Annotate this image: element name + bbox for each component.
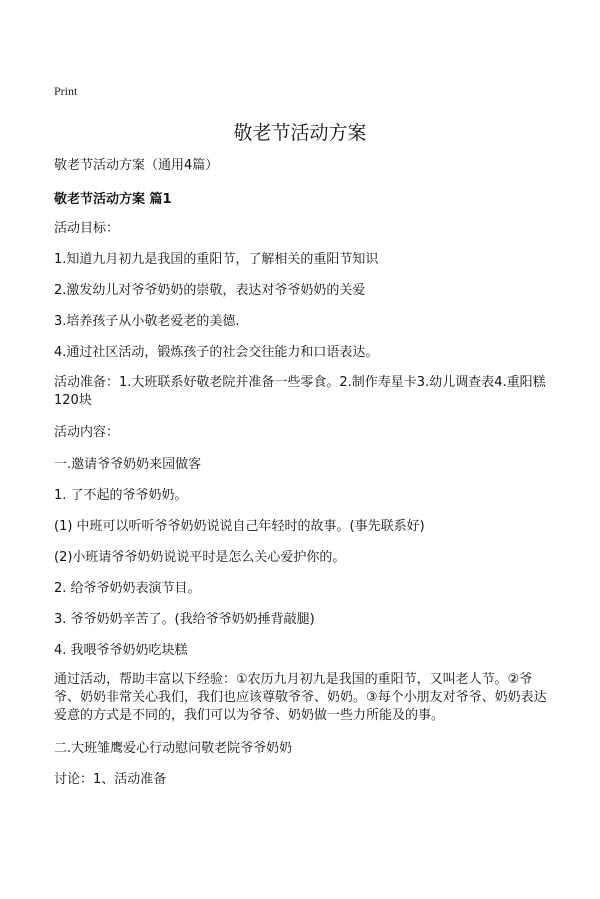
paragraph-item-3: 3. 爷爷奶奶辛苦了。(我给爷爷奶奶捶背敲腿)	[54, 612, 315, 627]
document-subtitle: 敬老节活动方案（通用4篇）	[54, 158, 219, 173]
section-heading: 敬老节活动方案 篇1	[54, 192, 172, 207]
paragraph-content-heading: 活动内容：	[54, 425, 120, 440]
paragraph-part-two: 二.大班雏鹰爱心行动慰问敬老院爷爷奶奶	[54, 741, 293, 756]
paragraph-goal-3: 3.培养孩子从小敬老爱老的美德.	[54, 314, 240, 329]
paragraph-item-2: 2. 给爷爷奶奶表演节目。	[54, 581, 201, 596]
paragraph-item-4: 4. 我喂爷爷奶奶吃块糕	[54, 643, 188, 658]
paragraph-preparation: 活动准备：1.大班联系好敬老院并准备一些零食。2.制作寿星卡3.幼儿调查表4.重阳糕120块	[54, 375, 546, 408]
paragraph-goal-1: 1.知道九月初九是我国的重阳节，了解相关的重阳节知识	[54, 252, 379, 267]
paragraph-item-1: 1. 了不起的爷爷奶奶。	[54, 488, 188, 503]
paragraph-discussion: 讨论：1、活动准备	[54, 772, 167, 787]
paragraph-part-one: 一.邀请爷爷奶奶来园做客	[54, 457, 202, 472]
paragraph-goal-4: 4.通过社区活动，锻炼孩子的社会交往能力和口语表达。	[54, 345, 379, 360]
paragraph-item-1-1: (1) 中班可以听听爷爷奶奶说说自己年轻时的故事。(事先联系好)	[54, 519, 425, 534]
page-title: 敬老节活动方案	[233, 122, 367, 144]
paragraph-goal-heading: 活动目标：	[54, 221, 120, 236]
paragraph-goal-2: 2.激发幼儿对爷爷奶奶的崇敬，表达对爷爷奶奶的关爱	[54, 283, 366, 298]
paragraph-summary: 通过活动，帮助丰富以下经验：①农历九月初九是我国的重阳节，又叫老人节。②爷爷、奶奶非常关心我们，我们也应该尊敬爷爷、奶奶。③每个小朋友对爷爷、奶奶表达爱意的方式是不同的，我们可以为爷爷、奶奶做一些力所能及的事。	[54, 672, 547, 723]
paragraph-item-1-2: (2)小班请爷爷奶奶说说平时是怎么关心爱护你的。	[54, 550, 346, 565]
print-link[interactable]: Print	[54, 84, 78, 98]
